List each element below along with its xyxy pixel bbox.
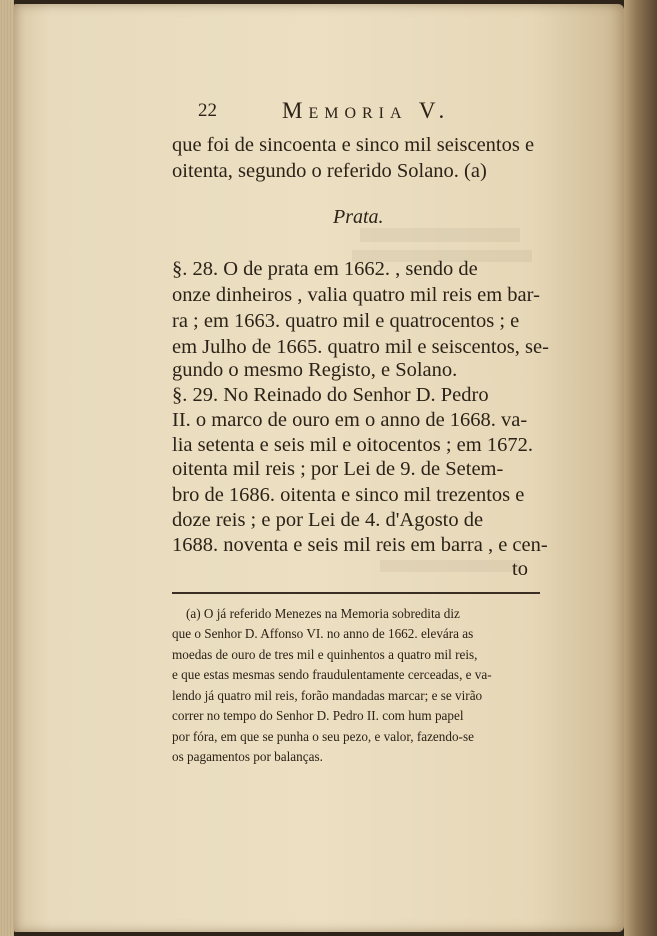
text-line: II. o marco de ouro em o anno de 1668. va-	[172, 409, 528, 431]
footnote-line: correr no tempo do Senhor D. Pedro II. com hum papel	[172, 708, 464, 723]
show-through-mark	[360, 228, 520, 242]
page-number: 22	[198, 100, 217, 121]
binding-gutter	[624, 0, 657, 936]
text-line: 1688. noventa e seis mil reis em barra , e cen-	[172, 534, 548, 556]
text-line: oitenta, segundo o referido Solano. (a)	[172, 160, 487, 182]
catchword: to	[512, 558, 528, 580]
text-line: onze dinheiros , valia quatro mil reis em bar-	[172, 284, 540, 306]
running-title: Memoria V.	[282, 98, 451, 123]
page-header	[198, 98, 538, 128]
text-line: em Julho de 1665. quatro mil e seiscentos, se-	[172, 336, 549, 358]
text-line: ra ; em 1663. quatro mil e quatrocentos ; e	[172, 310, 520, 332]
text-line: doze reis ; e por Lei de 4. d'Agosto de	[172, 509, 484, 531]
footnote-line: e que estas mesmas sendo fraudulentamente cerceadas, e va-	[172, 667, 492, 682]
show-through-mark	[380, 560, 520, 572]
text-line: gundo o mesmo Registo, e Solano.	[172, 359, 458, 381]
text-line: bro de 1686. oitenta e sinco mil trezentos e	[172, 484, 525, 506]
page-stack-left-edge	[0, 0, 14, 936]
text-line: §. 29. No Reinado do Senhor D. Pedro	[172, 384, 489, 406]
footnote-rule	[172, 592, 540, 594]
text-line: oitenta mil reis ; por Lei de 9. de Setem-	[172, 458, 504, 480]
footnote-line: (a) O já referido Menezes na Memoria sobredita diz	[186, 606, 460, 621]
footnote-line: por fóra, em que se punha o seu pezo, e valor, fazendo-se	[172, 729, 474, 744]
text-line: §. 28. O de prata em 1662. , sendo de	[172, 258, 478, 280]
section-heading: Prata.	[333, 206, 384, 228]
footnote-line: os pagamentos por balanças.	[172, 749, 323, 764]
footnote-line: moedas de ouro de tres mil e quinhentos a quatro mil reis,	[172, 647, 478, 662]
footnote-line: que o Senhor D. Affonso VI. no anno de 1662. elevára as	[172, 626, 474, 641]
text-line: lia setenta e seis mil e oitocentos ; em 1672.	[172, 434, 533, 456]
text-line: que foi de sincoenta e sinco mil seiscentos e	[172, 134, 535, 156]
footnote-line: lendo já quatro mil reis, forão mandadas marcar; e se virão	[172, 688, 483, 703]
